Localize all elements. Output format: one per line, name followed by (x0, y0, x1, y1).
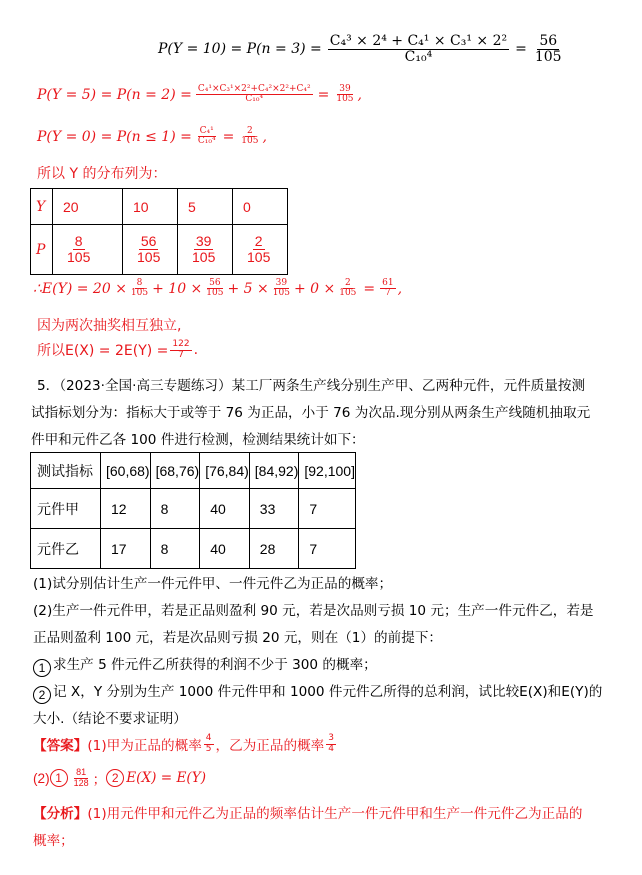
analysis-line-1: 【分析】(1)用元件甲和元件乙为正品的频率估计生产一件元件甲和生产一件元件乙为正品的 (33, 806, 583, 822)
problem-line-1: 5．（2023·全国·高三专题练习）某工厂两条生产线分别生产甲、乙两种元件，元件质量按测 (37, 378, 586, 394)
question-2-sub-2: 2 记 X，Y 分别为生产 1000 件元件甲和 1000 件元件乙所得的总利润，试比较E(X)和E(Y)的 (33, 680, 602, 704)
table-cell: $\frac{8}{105}$ (53, 225, 123, 275)
problem-line-2: 试指标划分为：指标大于或等于 76 为正品，小于 76 为次品.现分别从两条生产线随机抽取元 (31, 405, 591, 421)
question-2-line-1: (2)生产一件元件甲，若是正品则盈利 90 元，若是次品则亏损 10 元；生产一件元件乙，若是 (33, 603, 594, 619)
circled-number-icon: 1 (33, 659, 51, 677)
analysis-tag: 【分析】 (33, 806, 88, 822)
table-cell: 5 (178, 189, 233, 225)
independence-line: 因为两次抽奖相互独立, (37, 318, 182, 334)
expectation-x-line: 所以E(X) = 2E(Y) = $\frac{122}{7}$ . (37, 339, 199, 360)
circled-number-icon: 2 (33, 686, 51, 704)
answer-tag: 【答案】 (33, 738, 88, 754)
table-cell: 20 (53, 189, 123, 225)
table-cell: 10 (123, 189, 178, 225)
question-1: (1)试分别估计生产一件元件甲、一件元件乙为正品的概率； (33, 576, 393, 592)
answer-line-1: 【答案】 (1)甲为正品的概率 $\frac{4}{5}$ ，乙为正品的概率 $\frac{3}{4}$ (33, 733, 335, 754)
distribution-table (30, 188, 288, 275)
circled-number-icon: 2 (106, 769, 124, 787)
circled-number-icon: 1 (50, 769, 68, 787)
table-label-y: Y (31, 189, 53, 225)
table-header-cell: [60,68) (101, 453, 151, 489)
table-row: 元件乙 17 8 40 28 7 (31, 529, 356, 569)
answer-line-2: (2) 1 $\frac{81}{128}$ ； 2 E(X) = E(Y) (33, 767, 206, 788)
distribution-intro: 所以 Y 的分布列为： (37, 166, 167, 182)
question-2-line-2: 正品则盈利 100 元，若是次品则亏损 20 元，则在（1）的前提下： (33, 630, 443, 646)
table-cell: 0 (233, 189, 288, 225)
expectation-y-line: ∴E(Y) = 20 × $\frac{8}{105}$ + 10 × $\frac{56}{105}$ + 5 × $\frac{39}{105}$ + 0 × $\frac{2}{105}$ = $\frac{61}{7}$ , (33, 278, 403, 299)
table-cell: $\frac{2}{105}$ (233, 225, 288, 275)
table-header-cell: [84,92) (249, 453, 299, 489)
equation-p-y-5: P(Y = 5) = P(n = 2) = $\frac{\text{C₄¹×C₃¹×2²+C₄²×2²+C₄²}}{\text{C₁₀⁴}}$ = $\frac{39}{105}$ , (37, 84, 362, 105)
table-label-p: P (31, 225, 53, 275)
equation-lhs: P(Y = 10) = P(n = 3) = (158, 41, 322, 58)
equation-fraction: $\frac{\text{C₄³ × 2⁴ + C₄¹ × C₃¹ × 2²}}{\text{C₁₀⁴}}$ (329, 33, 508, 65)
analysis-line-2: 概率； (33, 833, 74, 849)
table-header-cell: [76,84) (200, 453, 250, 489)
table-header-cell: [92,100] (299, 453, 356, 489)
table-row: 元件甲 12 8 40 33 7 (31, 489, 356, 529)
table-header-cell: [68,76) (150, 453, 200, 489)
equation-p-y-10: P(Y = 10) = P(n = 3) = $\frac{\text{C₄³ × 2⁴ + C₄¹ × C₃¹ × 2²}}{\text{C₁₀⁴}}$ = $\frac{56}{105}$ (158, 33, 562, 65)
inspection-table (30, 452, 356, 569)
question-2-sub-1: 1 求生产 5 件元件乙所获得的利润不少于 300 的概率； (33, 653, 377, 677)
table-cell: $\frac{39}{105}$ (178, 225, 233, 275)
equation-result: $\frac{56}{105}$ (534, 33, 562, 65)
problem-line-3: 件甲和元件乙各 100 件进行检测，检测结果统计如下： (31, 432, 365, 448)
question-2-sub-2-cont: 大小.（结论不要求证明） (33, 711, 187, 727)
equation-p-y-0: P(Y = 0) = P(n ≤ 1) = $\frac{\text{C₄¹}}{\text{C₁₀⁴}}$ = $\frac{2}{105}$ , (37, 126, 267, 147)
table-header-cell: 测试指标 (31, 453, 101, 489)
table-cell: $\frac{56}{105}$ (123, 225, 178, 275)
